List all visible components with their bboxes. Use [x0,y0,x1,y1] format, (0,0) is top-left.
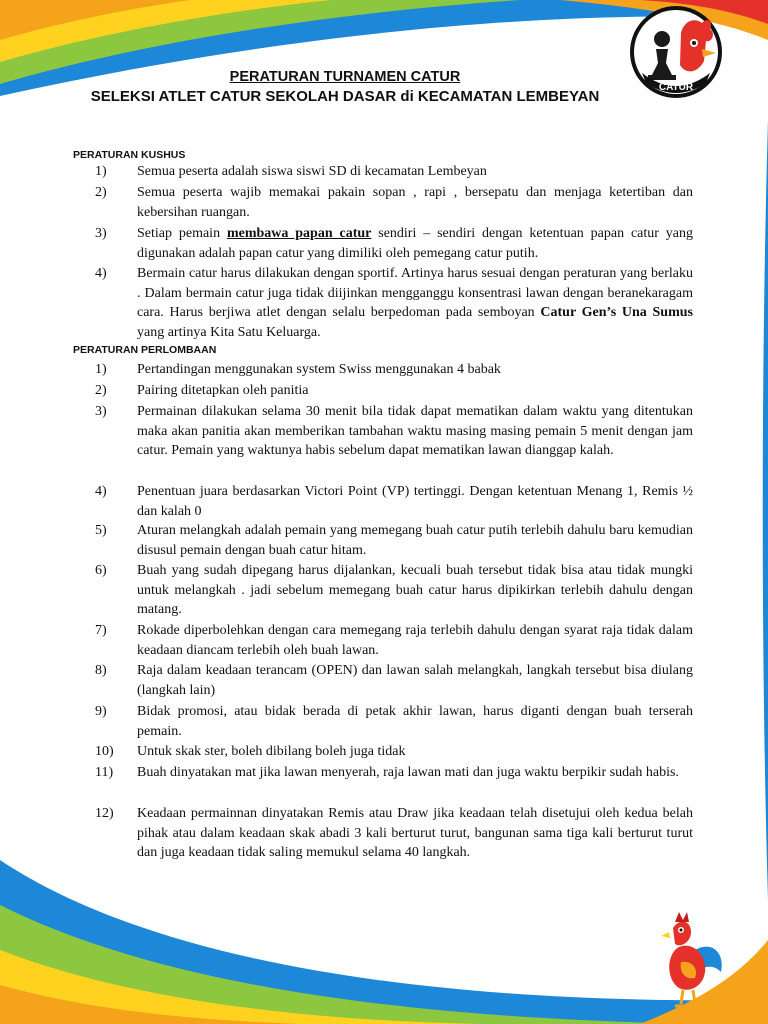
list-item-number: 11) [95,765,114,780]
list-item-number: 5) [95,523,107,538]
list-item-number: 2) [95,185,107,200]
list-item-text: Bidak promosi, atau bidak berada di petak akhir lawan, harus diganti dengan buah terserah pemain. [137,704,693,739]
list-item-number: 2) [95,383,107,398]
list-item-text: Penentuan juara berdasarkan Victori Point (VP) tertinggi. Dengan ketentuan Menang 1, Remis ½ dan kalah 0 [137,484,693,519]
list-item-number: 12) [95,806,114,821]
list-item-number: 10) [95,744,114,759]
rooster-beak [661,932,670,938]
page-subtitle: SELEKSI ATLET CATUR SEKOLAH DASAR di KECAMATAN LEMBEYAN [90,88,600,105]
rooster-head [673,922,691,946]
list-item-text: Untuk skak ster, boleh dibilang boleh juga tidak [137,744,406,759]
page-title: PERATURAN TURNAMEN CATUR [229,69,461,85]
rooster-mascot [655,910,727,1010]
list-item-text: Keadaan permainnan dinyatakan Remis atau Draw jika keadaan telah disetujui oleh kedua belah pihak atau dalam keadaan skak abadi 3 kali berturut turut, bangunan sama tiga kali berturut turut dan juga keadaan tidak saling memukul selama 40 langkah. [137,806,693,860]
list-item-text: Buah dinyatakan mat jika lawan menyerah, raja lawan mati dan juga waktu berpikir sudah habis. [137,765,679,780]
list-item-text: Permainan dilakukan selama 30 menit bila tidak dapat mematikan dalam waktu yang ditentukan maka akan panitia akan memberikan tambahan waktu masing masing pemain 5 menit dengan jam catur. Pemain yang waktunya habis sebelum dapat mematikan lawan dianggap kalah. [137,404,693,458]
list-item-number: 4) [95,484,107,499]
list-item-number: 7) [95,623,107,638]
rooster-legs [681,990,695,1004]
list-item-text: Semua peserta adalah siswa siswi SD di kecamatan Lembeyan [137,164,487,179]
list-item-text: Aturan melangkah adalah pemain yang memegang buah catur putih terlebih dahulu baru kemudian disusul pemain dengan buah catur hitam. [137,523,693,558]
list-item-number: 6) [95,563,107,578]
list-item-text: Semua peserta wajib memakai pakain sopan , rapi , bersepatu dan menjaga ketertiban dan kebersihan ruangan. [137,185,693,220]
logo-text: CATUR [658,82,694,93]
section-heading-perlombaan: PERATURAN PERLOMBAAN [73,344,217,356]
chess-club-logo [626,3,726,101]
list-item-number: 9) [95,704,107,719]
list-item-text: Pairing ditetapkan oleh panitia [137,383,309,398]
list-item-text: Setiap pemain membawa papan catur sendiri – sendiri dengan ketentuan papan catur yang digunakan adalah papan catur yang dimiliki oleh pemegang catur putih. [137,226,694,261]
list-item-text: Rokade diperbolehkan dengan cara memegang raja terlebih dahulu dengan syarat raja tidak dalam keadaan diancam terlebih oleh buah lawan. [137,623,693,658]
list-item-number: 1) [95,362,107,377]
emphasis-text: membawa papan catur [226,226,372,241]
list-item-text: Bermain catur harus dilakukan dengan sportif. Artinya harus sesuai dengan peraturan yang berlaku . Dalam bermain catur juga tidak diijinkan mengganggu konsentrasi lawan dengan beranekaragam cara. Harus berjiwa atlet dengan selalu berpedoman pada semboyan Catur Gen’s Una Sumus yang artinya Kita Satu Keluarga. [137,266,693,340]
list-item-number: 1) [95,164,107,179]
list-item-text: Buah yang sudah dipegang harus dijalankan, kecuali buah tersebut tidak bisa atau tidak mungki untuk melangkah . jadi sebelum memegang buah catur harus dipikirkan terlebih dahulu dengan matang. [137,563,693,617]
list-item-text: Pertandingan menggunakan system Swiss menggunakan 4 babak [137,362,501,377]
rooster-comb [675,912,689,922]
section-heading-khusus: PERATURAN KUSHUS [73,149,186,161]
list-item-number: 4) [95,266,107,281]
list-item-number: 3) [95,226,107,241]
right-edge-blue [763,120,768,900]
motto-text: Catur Gen’s Una Sumus [540,305,693,320]
list-item-text: Raja dalam keadaan terancam (OPEN) dan lawan salah melangkah, langkah tersebut bisa diulang (langkah lain) [137,663,693,698]
list-item-number: 8) [95,663,107,678]
list-item-number: 3) [95,404,107,419]
